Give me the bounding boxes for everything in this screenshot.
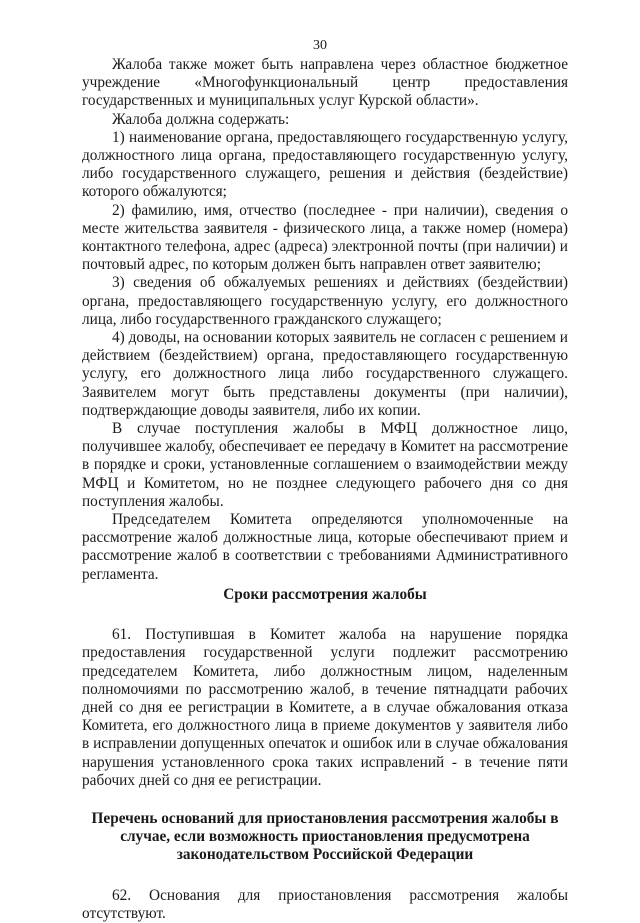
paragraph-authorized-officials: Председателем Комитета определяются уполномоченные на рассмотрение жалоб должностные лица, которые обеспечивают прием и рассмотрение жалоб в соответствии с требованиями Административного регламента.	[82, 511, 568, 583]
section-heading-review-terms: Сроки рассмотрения жалобы	[223, 585, 427, 603]
paragraph-mfc-submission: Жалоба также может быть направлена через областное бюджетное учреждение «Многофункциональный центр предоставления государственных и муниципальных услуг Курской области».	[82, 56, 568, 110]
paragraph-61: 61. Поступившая в Комитет жалоба на нарушение порядка предоставления государственной услуги подлежит рассмотрению председателем Комитета, либо должностным лицом, наделенным полномочиями по рассмотрению жалоб, в течение пятнадцати рабочих дней со дня ее регистрации в Комитете, а в случае обжалования отказа Комитета, его должностного лица в приеме документов у заявителя либо в исправлении допущенных опечаток и ошибок или в случае обжалования нарушения установленного срока таких исправлений - в течение пяти рабочих дней со дня ее регистрации.	[82, 626, 568, 789]
list-item-4: 4) доводы, на основании которых заявитель не согласен с решением и действием (бездействием) органа, предоставляющего государственную услугу, его должностного лица либо государственного служащего. Заявителем могут быть представлены документы (при наличии), подтверждающие доводы заявителя, либо их копии.	[82, 329, 568, 419]
page-number: 30	[313, 38, 327, 53]
paragraph-62: 62. Основания для приостановления рассмотрения жалобы отсутствуют.	[82, 886, 568, 922]
list-item-3: 3) сведения об обжалуемых решениях и действиях (бездействии) органа, предоставляющего государственную услугу, его должностного лица, либо государственного гражданского служащего;	[82, 274, 568, 328]
section-heading-suspension-grounds: Перечень оснований для приостановления рассмотрения жалобы в случае, если возможность приостановления предусмотрена законодательством Российской Федерации	[91, 809, 559, 864]
list-item-1: 1) наименование органа, предоставляющего государственную услугу, должностного лица органа, предоставляющего государственную услугу, либо государственного служащего, решения и действия (бездействие) которого обжалуются;	[82, 128, 568, 201]
page-content	[82, 56, 568, 923]
list-item-2: 2) фамилию, имя, отчество (последнее - при наличии), сведения о месте жительства заявителя - физического лица, а также номер (номера) контактного телефона, адрес (адреса) электронной почты (при наличии) и почтовый адрес, по которым должен быть направлен ответ заявителю;	[82, 201, 568, 274]
paragraph-complaint-contents-intro: Жалоба должна содержать:	[112, 110, 290, 128]
paragraph-mfc-forwarding: В случае поступления жалобы в МФЦ должностное лицо, получившее жалобу, обеспечивает ее передачу в Комитет на рассмотрение в порядке и сроки, установленные соглашением о взаимодействии между МФЦ и Комитетом, но не позднее следующего рабочего дня со дня поступления жалобы.	[82, 420, 568, 510]
